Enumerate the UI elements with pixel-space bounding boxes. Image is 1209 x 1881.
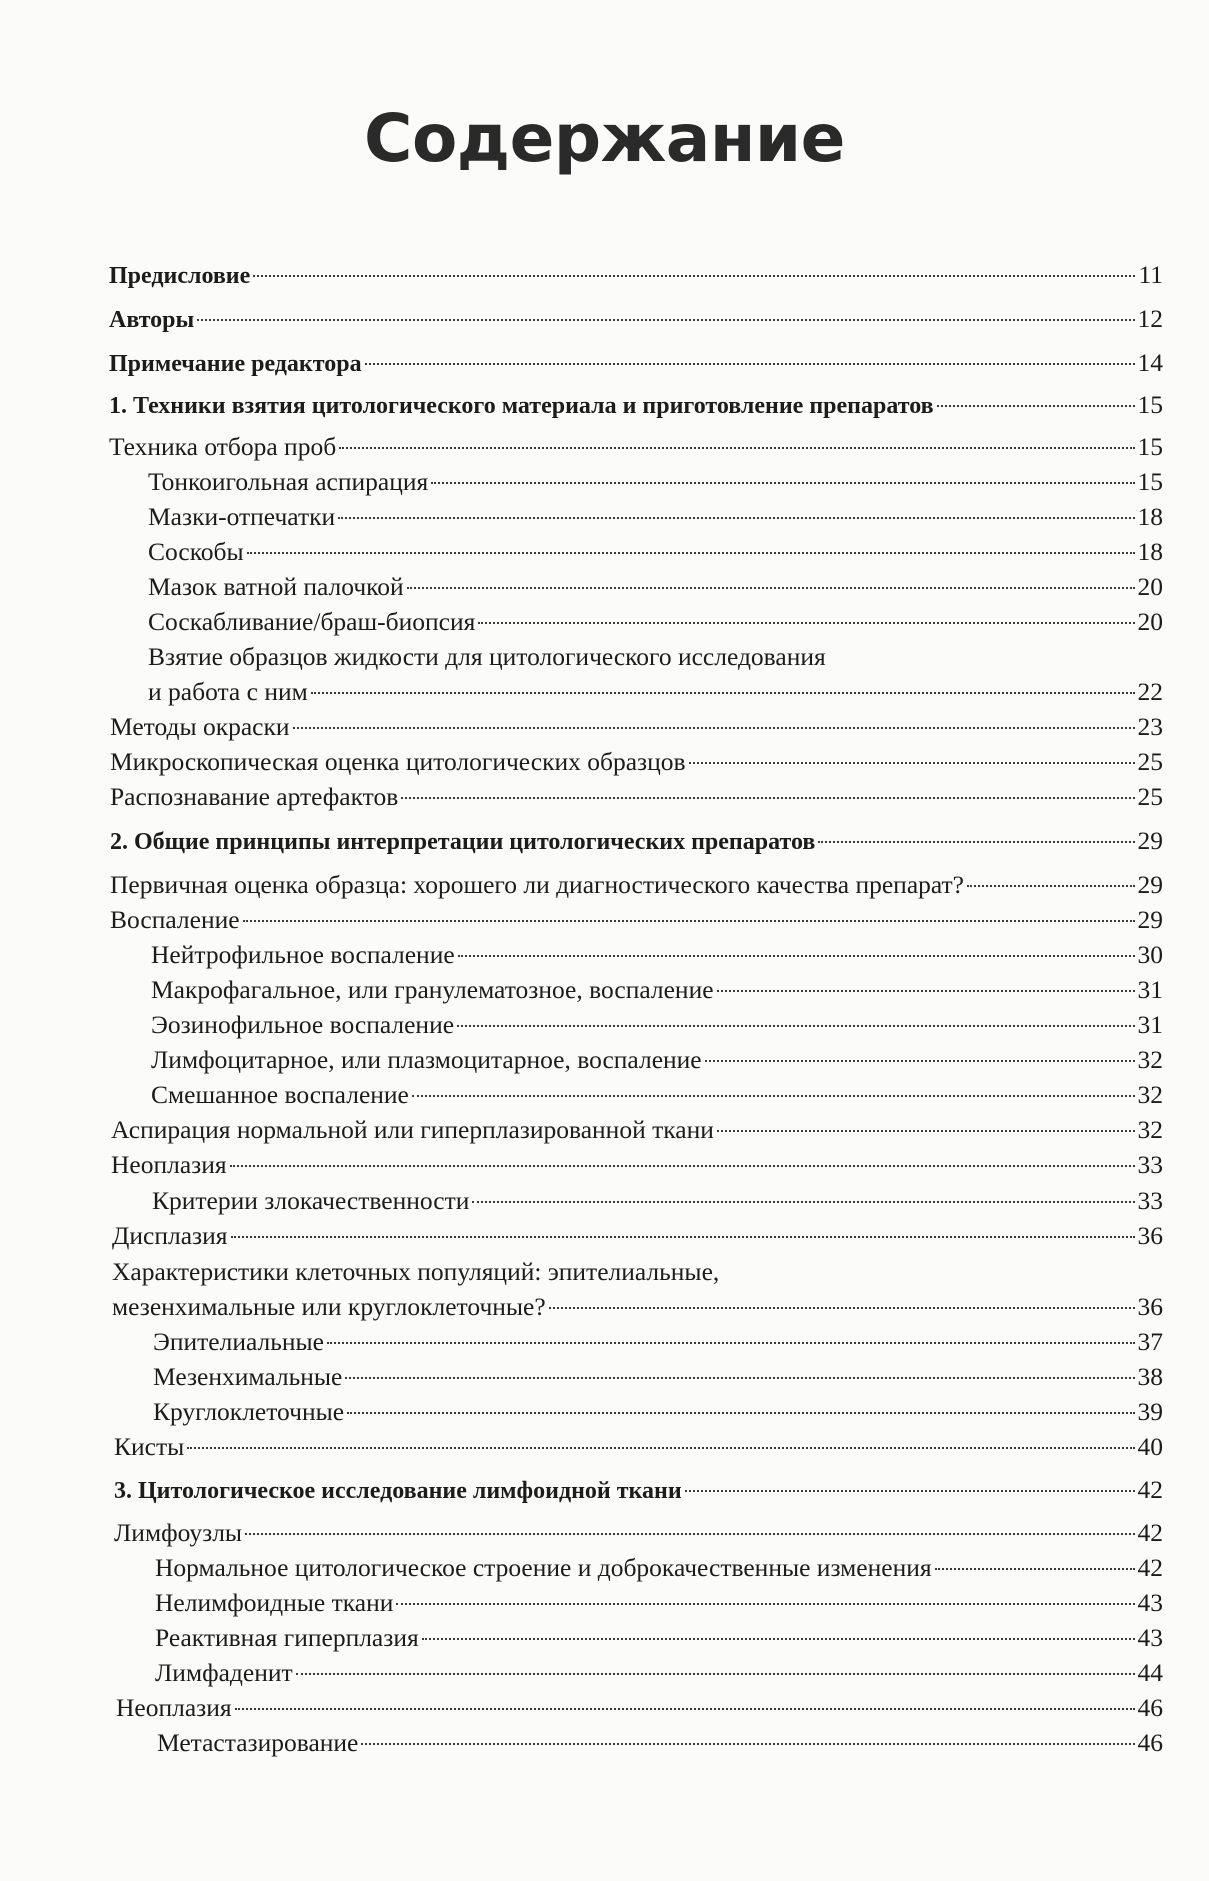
toc-entry-page: 11 [1138, 260, 1163, 289]
toc-entry-page: 31 [1137, 975, 1163, 1004]
toc-entry-page: 43 [1137, 1623, 1163, 1652]
toc-entry-page: 43 [1137, 1588, 1163, 1617]
toc-subentry [155, 1623, 1163, 1653]
dot-leader [549, 1307, 1135, 1309]
toc-subentry [153, 1397, 1163, 1427]
dot-leader [245, 1533, 1134, 1535]
toc-subentry [148, 502, 1163, 532]
toc-entry-title: Мазок ватной палочкой [148, 572, 404, 601]
toc-entry-page: 12 [1137, 304, 1163, 333]
toc-subentry [151, 975, 1163, 1005]
dot-leader [253, 275, 1135, 277]
toc-entry-page: 18 [1137, 537, 1163, 566]
toc-entry-page: 23 [1137, 712, 1163, 741]
toc-entry-title: Аспирация нормальной или гиперплазированной ткани [111, 1115, 714, 1144]
toc-entry-title: мезенхимальные или круглоклеточные? [112, 1292, 546, 1321]
dot-leader [345, 1377, 1134, 1379]
toc-entry-page: 14 [1137, 348, 1163, 377]
toc-subentry [151, 1080, 1163, 1110]
toc-entry [111, 1115, 1163, 1145]
toc-entry-title: Мезенхимальные [153, 1362, 343, 1391]
dot-leader [422, 1638, 1135, 1640]
toc-entry-title: Эозинофильное воспаление [151, 1010, 455, 1039]
dot-leader [401, 797, 1134, 799]
toc-entry-title: Метастазирование [157, 1728, 359, 1757]
toc-subentry [152, 1186, 1163, 1216]
toc-entry-title: и работа с ним [148, 677, 308, 706]
dot-leader [472, 1201, 1134, 1203]
toc-entry-page: 20 [1137, 572, 1163, 601]
dot-leader [689, 762, 1135, 764]
toc-entry-page: 18 [1137, 502, 1163, 531]
dot-leader [293, 727, 1135, 729]
toc-entry [109, 348, 1163, 379]
toc-entry [110, 870, 1163, 900]
toc-entry-title: Мазки-отпечатки [148, 502, 336, 531]
toc-entry [112, 1221, 1163, 1251]
dot-leader [243, 920, 1135, 922]
toc-entry-title: Нормальное цитологическое строение и доброкачественные изменения [155, 1553, 932, 1582]
toc-entry-page: 29 [1137, 826, 1163, 855]
dot-leader [347, 1412, 1134, 1414]
toc-entry [112, 1292, 1163, 1322]
toc-subentry [148, 537, 1163, 567]
toc-entry-page: 46 [1137, 1728, 1163, 1757]
toc-entry-title: Нелимфоидные ткани [155, 1588, 394, 1617]
toc-entry-title: Тонкоигольная аспирация [148, 467, 429, 496]
toc-entry-page: 33 [1137, 1186, 1163, 1215]
dot-leader [235, 1708, 1135, 1710]
dot-leader [431, 482, 1134, 484]
dot-leader [478, 622, 1134, 624]
toc-entry-page: 32 [1137, 1080, 1163, 1109]
toc-entry-title: Макрофагальное, или гранулематозное, воспаление [151, 975, 714, 1004]
toc-chapter [109, 390, 1163, 421]
toc-entry-title: 3. Цитологическое исследование лимфоидной ткани [114, 1478, 682, 1504]
dot-leader [717, 990, 1135, 992]
toc-entry-title: Примечание редактора [109, 351, 362, 377]
toc-entry-title: Первичная оценка образца: хорошего ли диагностического качества препарат? [110, 870, 965, 899]
toc-entry-title: 2. Общие принципы интерпретации цитологических препаратов [110, 829, 816, 855]
toc-entry [110, 905, 1163, 935]
toc-entry-title: Эпителиальные [153, 1327, 324, 1356]
toc-entry-page: 32 [1137, 1115, 1163, 1144]
toc-entry-page: 15 [1137, 432, 1163, 461]
toc-subentry-line1: Взятие образцов жидкости для цитологического исследования [148, 642, 826, 671]
toc-entry-page: 36 [1137, 1292, 1163, 1321]
toc-entry [114, 1518, 1163, 1548]
toc-entry-page: 42 [1137, 1518, 1163, 1547]
toc-chapter [110, 826, 1163, 857]
toc-entry-title: Критерии злокачественности [152, 1186, 470, 1215]
toc-entry [109, 260, 1163, 291]
toc-entry-page: 30 [1137, 940, 1163, 969]
toc-entry-title: Круглоклеточные [153, 1397, 345, 1426]
dot-leader [338, 517, 1134, 519]
toc-subentry [151, 940, 1163, 970]
dot-leader [197, 319, 1134, 321]
toc-subentry [148, 467, 1163, 497]
dot-leader [365, 363, 1135, 365]
dot-leader [818, 841, 1134, 843]
toc-entry-page: 25 [1137, 782, 1163, 811]
toc-entry [109, 432, 1163, 462]
toc-entry-page: 20 [1137, 607, 1163, 636]
toc-subentry [155, 1658, 1163, 1688]
dot-leader [327, 1342, 1135, 1344]
toc-entry-title: Кисты [114, 1432, 185, 1461]
toc-entry-title: Реактивная гиперплазия [155, 1623, 419, 1652]
dot-leader [937, 405, 1135, 407]
toc-entry-page: 39 [1137, 1397, 1163, 1426]
dot-leader [967, 885, 1134, 887]
toc-entry-page: 33 [1137, 1150, 1163, 1179]
toc-subentry [155, 1588, 1163, 1618]
toc-entry-title: Воспаление [110, 905, 240, 934]
toc-entry-page: 25 [1137, 747, 1163, 776]
toc-entry-title: Методы окраски [110, 712, 290, 741]
dot-leader [247, 552, 1135, 554]
dot-leader [412, 1095, 1135, 1097]
toc-entry-title: Авторы [109, 307, 195, 333]
dot-leader [407, 587, 1135, 589]
toc-subentry [157, 1728, 1163, 1758]
toc-entry [110, 712, 1163, 742]
dot-leader [935, 1568, 1135, 1570]
dot-leader [705, 1060, 1135, 1062]
toc-entry-line1: Характеристики клеточных популяций: эпителиальные, [112, 1257, 720, 1286]
toc-subentry [151, 1045, 1163, 1075]
toc-entry-page: 15 [1137, 390, 1163, 419]
toc-entry-page: 42 [1137, 1553, 1163, 1582]
dot-leader [339, 447, 1134, 449]
toc-entry-page: 42 [1137, 1475, 1163, 1504]
toc-entry-title: Техника отбора проб [109, 432, 337, 461]
toc-subentry [148, 607, 1163, 637]
dot-leader [457, 1025, 1134, 1027]
toc-entry-title: Смешанное воспаление [151, 1080, 409, 1109]
toc-entry-page: 37 [1137, 1327, 1163, 1356]
toc-entry [110, 782, 1163, 812]
toc-entry-title: Неоплазия [116, 1693, 232, 1722]
dot-leader [296, 1673, 1135, 1675]
toc-entry-title: Лимфоузлы [114, 1518, 243, 1547]
toc-entry [116, 1693, 1163, 1723]
toc-entry [110, 747, 1163, 777]
dot-leader [685, 1490, 1135, 1492]
toc-subentry [153, 1327, 1163, 1357]
dot-leader [230, 1165, 1135, 1167]
toc-entry-page: 31 [1137, 1010, 1163, 1039]
toc-entry-page: 44 [1137, 1658, 1163, 1687]
dot-leader [187, 1447, 1134, 1449]
toc-entry-title: Соскобы [148, 537, 244, 566]
toc-entry-page: 15 [1137, 467, 1163, 496]
toc-entry-title: Распознавание артефактов [110, 782, 399, 811]
toc-entry-title: Соскабливание/браш-биопсия [148, 607, 476, 636]
toc-entry-page: 29 [1137, 905, 1163, 934]
page-title: Содержание [364, 100, 845, 177]
dot-leader [396, 1603, 1134, 1605]
toc-entry-page: 36 [1137, 1221, 1163, 1250]
toc-subentry [155, 1553, 1163, 1583]
toc-subentry [151, 1010, 1163, 1040]
toc-entry [109, 304, 1163, 335]
toc-chapter [114, 1475, 1163, 1506]
dot-leader [311, 692, 1135, 694]
toc-entry-page: 22 [1137, 677, 1163, 706]
toc-subentry [148, 572, 1163, 602]
toc-entry-title: Дисплазия [112, 1221, 228, 1250]
toc-entry-title: Неоплазия [111, 1150, 227, 1179]
dot-leader [717, 1130, 1135, 1132]
toc-entry-page: 40 [1137, 1432, 1163, 1461]
toc-entry [111, 1150, 1163, 1180]
toc-entry-page: 32 [1137, 1045, 1163, 1074]
toc-entry-page: 46 [1137, 1693, 1163, 1722]
toc-entry-page: 29 [1137, 870, 1163, 899]
toc-entry-title: Лимфаденит [155, 1658, 293, 1687]
toc-entry [114, 1432, 1163, 1462]
toc-subentry [148, 677, 1163, 707]
dot-leader [361, 1743, 1134, 1745]
toc-subentry [153, 1362, 1163, 1392]
dot-leader [458, 955, 1135, 957]
toc-entry-title: Предисловие [109, 263, 251, 289]
toc-entry-page: 38 [1137, 1362, 1163, 1391]
toc-entry-title: 1. Техники взятия цитологического материала и приготовление препаратов [109, 393, 934, 419]
toc-entry-title: Микроскопическая оценка цитологических образцов [110, 747, 686, 776]
toc-entry-title: Лимфоцитарное, или плазмоцитарное, воспаление [151, 1045, 702, 1074]
dot-leader [231, 1236, 1135, 1238]
toc-entry-title: Нейтрофильное воспаление [151, 940, 455, 969]
